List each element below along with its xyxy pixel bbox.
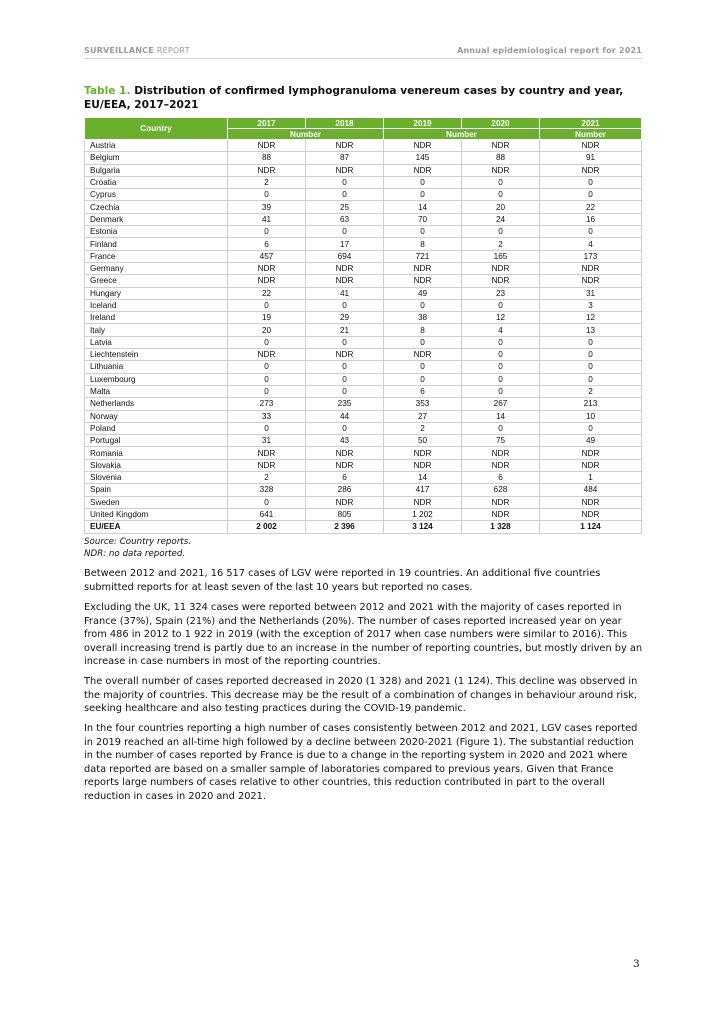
country-cell: Hungary bbox=[85, 287, 228, 299]
case-count-cell: 41 bbox=[306, 287, 384, 299]
case-count-cell: 13 bbox=[540, 324, 642, 336]
table-row bbox=[85, 447, 642, 459]
case-count-cell: 2 002 bbox=[228, 521, 306, 533]
case-count-cell: 2 bbox=[228, 176, 306, 188]
case-count-cell: NDR bbox=[228, 164, 306, 176]
case-count-cell: 0 bbox=[540, 422, 642, 434]
case-count-cell: 0 bbox=[462, 176, 540, 188]
country-cell: Croatia bbox=[85, 176, 228, 188]
table-row bbox=[85, 459, 642, 471]
table-row bbox=[85, 287, 642, 299]
case-count-cell: 641 bbox=[228, 508, 306, 520]
table-row bbox=[85, 435, 642, 447]
case-count-cell: 0 bbox=[306, 299, 384, 311]
country-cell: Lithuania bbox=[85, 361, 228, 373]
case-count-cell: 70 bbox=[384, 213, 462, 225]
table-row bbox=[85, 508, 642, 520]
case-count-cell: 27 bbox=[384, 410, 462, 422]
case-count-cell: 0 bbox=[384, 373, 462, 385]
case-count-cell: NDR bbox=[540, 459, 642, 471]
case-count-cell: NDR bbox=[384, 164, 462, 176]
table-row bbox=[85, 152, 642, 164]
case-count-cell: 63 bbox=[306, 213, 384, 225]
country-cell: Malta bbox=[85, 385, 228, 397]
case-count-cell: 286 bbox=[306, 484, 384, 496]
case-count-cell: NDR bbox=[540, 164, 642, 176]
country-cell: Belgium bbox=[85, 152, 228, 164]
table-title-text: Distribution of confirmed lymphogranuloma venereum cases by country and year, EU/EEA, 2017–2021 bbox=[84, 85, 624, 111]
table-row bbox=[85, 189, 642, 201]
case-count-cell: 273 bbox=[228, 398, 306, 410]
case-count-cell: NDR bbox=[384, 447, 462, 459]
report-series bbox=[84, 46, 190, 55]
case-count-cell: NDR bbox=[462, 496, 540, 508]
case-count-cell: 805 bbox=[306, 508, 384, 520]
case-count-cell: 0 bbox=[228, 361, 306, 373]
case-count-cell: 4 bbox=[462, 324, 540, 336]
case-count-cell: 0 bbox=[462, 336, 540, 348]
case-count-cell: 0 bbox=[228, 373, 306, 385]
case-count-cell: 484 bbox=[540, 484, 642, 496]
case-count-cell: 14 bbox=[384, 201, 462, 213]
case-count-cell: 0 bbox=[462, 361, 540, 373]
case-count-cell: 1 124 bbox=[540, 521, 642, 533]
case-count-cell: 44 bbox=[306, 410, 384, 422]
case-count-cell: 8 bbox=[384, 238, 462, 250]
table-row bbox=[85, 349, 642, 361]
country-cell: Finland bbox=[85, 238, 228, 250]
case-count-cell: 173 bbox=[540, 250, 642, 262]
column-subheader-number: Number bbox=[384, 129, 540, 140]
case-count-cell: 0 bbox=[462, 226, 540, 238]
case-count-cell: 12 bbox=[540, 312, 642, 324]
case-count-cell: 0 bbox=[384, 299, 462, 311]
case-count-cell: 6 bbox=[228, 238, 306, 250]
case-count-cell: 328 bbox=[228, 484, 306, 496]
case-count-cell: 22 bbox=[228, 287, 306, 299]
country-cell: Poland bbox=[85, 422, 228, 434]
table-row bbox=[85, 250, 642, 262]
case-count-cell: 0 bbox=[384, 226, 462, 238]
table-row bbox=[85, 373, 642, 385]
case-count-cell: 1 328 bbox=[462, 521, 540, 533]
country-cell: Estonia bbox=[85, 226, 228, 238]
case-count-cell: 23 bbox=[462, 287, 540, 299]
country-cell: Slovenia bbox=[85, 472, 228, 484]
case-count-cell: 6 bbox=[462, 472, 540, 484]
case-count-cell: 2 bbox=[228, 472, 306, 484]
case-count-cell: 0 bbox=[306, 189, 384, 201]
table-row bbox=[85, 398, 642, 410]
table-body bbox=[85, 140, 642, 534]
body-paragraph: Excluding the UK, 11 324 cases were reported between 2012 and 2021 with the majority of cases reported in France (37%), Spain (21%) and the Netherlands (20%). The number of cases reported increased year on year from 486 in 2012 to 1 922 in 2019 (with the exception of 2017 when case numbers were similar to 2016). This overall increasing trend is partly due to an increase in the number of reporting countries, but mostly driven by an increase in case numbers in most of the reporting countries. bbox=[84, 602, 643, 667]
table-row bbox=[85, 164, 642, 176]
column-header-year: 2018 bbox=[306, 118, 384, 129]
case-count-cell: 3 124 bbox=[384, 521, 462, 533]
case-count-cell: 2 bbox=[462, 238, 540, 250]
case-count-cell: 31 bbox=[228, 435, 306, 447]
header-divider bbox=[84, 58, 642, 59]
table-row bbox=[85, 213, 642, 225]
case-count-cell: NDR bbox=[306, 496, 384, 508]
body-paragraph: In the four countries reporting a high number of cases consistently between 2012 and 2021, LGV cases reported in 2019 reached an all-time high followed by a decline between 2020-2021 (Figure 1). The substantial reduction in the number of cases reported by France is due to a change in the reporting system in 2020 and 2021 where data reported are based on a smaller sample of laboratories compared to previous years. Given that France reports large numbers of cases relative to other countries, this reduction contributed in part to the overall reduction in cases in 2020 and 2021. bbox=[84, 723, 638, 802]
case-count-cell: 165 bbox=[462, 250, 540, 262]
case-count-cell: 2 bbox=[540, 385, 642, 397]
table-notes bbox=[84, 536, 191, 560]
case-count-cell: NDR bbox=[540, 262, 642, 274]
country-cell: Slovakia bbox=[85, 459, 228, 471]
case-count-cell: 0 bbox=[540, 176, 642, 188]
case-count-cell: 88 bbox=[228, 152, 306, 164]
case-count-cell: NDR bbox=[306, 164, 384, 176]
case-count-cell: 0 bbox=[228, 299, 306, 311]
report-series-light: REPORT bbox=[156, 46, 190, 55]
country-cell: Czechia bbox=[85, 201, 228, 213]
case-count-cell: 19 bbox=[228, 312, 306, 324]
table-row bbox=[85, 275, 642, 287]
case-count-cell: NDR bbox=[384, 140, 462, 152]
body-paragraph: The overall number of cases reported decreased in 2020 (1 328) and 2021 (1 124). This decline was observed in the majority of countries. This decrease may be the result of a combination of changes in behaviour around risk, seeking healthcare and also testing practices during the COVID-19 pandemic. bbox=[84, 676, 638, 714]
case-count-cell: 49 bbox=[384, 287, 462, 299]
case-count-cell: 39 bbox=[228, 201, 306, 213]
case-count-cell: 6 bbox=[384, 385, 462, 397]
case-count-cell: NDR bbox=[462, 459, 540, 471]
case-count-cell: 417 bbox=[384, 484, 462, 496]
country-cell: Austria bbox=[85, 140, 228, 152]
country-cell: Spain bbox=[85, 484, 228, 496]
case-count-cell: 0 bbox=[306, 176, 384, 188]
case-count-cell: NDR bbox=[306, 349, 384, 361]
table-row bbox=[85, 262, 642, 274]
case-count-cell: 457 bbox=[228, 250, 306, 262]
case-count-cell: 31 bbox=[540, 287, 642, 299]
case-count-cell: NDR bbox=[384, 349, 462, 361]
case-count-cell: 25 bbox=[306, 201, 384, 213]
case-count-cell: NDR bbox=[228, 262, 306, 274]
case-count-cell: 91 bbox=[540, 152, 642, 164]
table-row bbox=[85, 238, 642, 250]
case-count-cell: 2 bbox=[384, 422, 462, 434]
table-row bbox=[85, 385, 642, 397]
case-count-cell: 0 bbox=[462, 299, 540, 311]
table-row bbox=[85, 496, 642, 508]
case-count-cell: 0 bbox=[462, 373, 540, 385]
country-cell: Iceland bbox=[85, 299, 228, 311]
case-count-cell: 0 bbox=[540, 226, 642, 238]
case-count-cell: 24 bbox=[462, 213, 540, 225]
case-count-cell: NDR bbox=[306, 140, 384, 152]
case-count-cell: 12 bbox=[462, 312, 540, 324]
lgv-cases-table bbox=[84, 117, 642, 534]
case-count-cell: 1 bbox=[540, 472, 642, 484]
case-count-cell: 8 bbox=[384, 324, 462, 336]
body-paragraph: Between 2012 and 2021, 16 517 cases of LGV were reported in 19 countries. An additional five countries submitted reports for at least seven of the last 10 years but reported no cases. bbox=[84, 568, 601, 593]
case-count-cell: 0 bbox=[540, 349, 642, 361]
column-header-year: 2021 bbox=[540, 118, 642, 129]
case-count-cell: 145 bbox=[384, 152, 462, 164]
case-count-cell: NDR bbox=[384, 496, 462, 508]
country-cell: United Kingdom bbox=[85, 508, 228, 520]
case-count-cell: NDR bbox=[462, 140, 540, 152]
case-count-cell: 0 bbox=[384, 336, 462, 348]
case-count-cell: NDR bbox=[462, 508, 540, 520]
table-row bbox=[85, 324, 642, 336]
table-caption bbox=[84, 84, 642, 112]
column-header-country: Country bbox=[85, 118, 228, 140]
case-count-cell: 0 bbox=[228, 189, 306, 201]
case-count-cell: NDR bbox=[228, 447, 306, 459]
source-note: Source: Country reports. bbox=[84, 537, 192, 547]
case-count-cell: NDR bbox=[306, 447, 384, 459]
country-cell: EU/EEA bbox=[85, 521, 228, 533]
case-count-cell: 49 bbox=[540, 435, 642, 447]
column-header-year: 2020 bbox=[462, 118, 540, 129]
table-row bbox=[85, 484, 642, 496]
table-row bbox=[85, 361, 642, 373]
table-row bbox=[85, 226, 642, 238]
case-count-cell: NDR bbox=[384, 275, 462, 287]
table-row bbox=[85, 472, 642, 484]
case-count-cell: 0 bbox=[540, 373, 642, 385]
report-title: Annual epidemiological report for 2021 bbox=[457, 46, 642, 55]
table-row bbox=[85, 336, 642, 348]
table-row bbox=[85, 140, 642, 152]
case-count-cell: 0 bbox=[228, 226, 306, 238]
case-count-cell: 16 bbox=[540, 213, 642, 225]
case-count-cell: 0 bbox=[228, 496, 306, 508]
column-subheader-number: Number bbox=[228, 129, 384, 140]
case-count-cell: 20 bbox=[228, 324, 306, 336]
case-count-cell: 235 bbox=[306, 398, 384, 410]
country-cell: France bbox=[85, 250, 228, 262]
table-row bbox=[85, 201, 642, 213]
country-cell: Luxembourg bbox=[85, 373, 228, 385]
case-count-cell: NDR bbox=[306, 459, 384, 471]
case-count-cell: 0 bbox=[384, 189, 462, 201]
case-count-cell: 75 bbox=[462, 435, 540, 447]
country-cell: Netherlands bbox=[85, 398, 228, 410]
country-cell: Latvia bbox=[85, 336, 228, 348]
case-count-cell: 0 bbox=[306, 385, 384, 397]
case-count-cell: NDR bbox=[462, 275, 540, 287]
table-row bbox=[85, 312, 642, 324]
case-count-cell: 87 bbox=[306, 152, 384, 164]
case-count-cell: NDR bbox=[306, 262, 384, 274]
case-count-cell: 1 202 bbox=[384, 508, 462, 520]
country-cell: Germany bbox=[85, 262, 228, 274]
case-count-cell: 0 bbox=[462, 189, 540, 201]
case-count-cell: 721 bbox=[384, 250, 462, 262]
case-count-cell: 267 bbox=[462, 398, 540, 410]
case-count-cell: 0 bbox=[306, 422, 384, 434]
case-count-cell: 0 bbox=[384, 361, 462, 373]
case-count-cell: 14 bbox=[384, 472, 462, 484]
case-count-cell: 0 bbox=[228, 422, 306, 434]
case-count-cell: 213 bbox=[540, 398, 642, 410]
column-header-year: 2019 bbox=[384, 118, 462, 129]
country-cell: Romania bbox=[85, 447, 228, 459]
case-count-cell: 38 bbox=[384, 312, 462, 324]
case-count-cell: NDR bbox=[540, 140, 642, 152]
case-count-cell: NDR bbox=[228, 140, 306, 152]
country-cell: Denmark bbox=[85, 213, 228, 225]
country-cell: Bulgaria bbox=[85, 164, 228, 176]
case-count-cell: 41 bbox=[228, 213, 306, 225]
case-count-cell: NDR bbox=[384, 262, 462, 274]
case-count-cell: NDR bbox=[540, 447, 642, 459]
case-count-cell: 353 bbox=[384, 398, 462, 410]
case-count-cell: NDR bbox=[540, 496, 642, 508]
case-count-cell: 0 bbox=[228, 385, 306, 397]
table-row bbox=[85, 422, 642, 434]
country-cell: Italy bbox=[85, 324, 228, 336]
case-count-cell: 43 bbox=[306, 435, 384, 447]
column-header-year: 2017 bbox=[228, 118, 306, 129]
case-count-cell: 4 bbox=[540, 238, 642, 250]
case-count-cell: NDR bbox=[228, 459, 306, 471]
case-count-cell: 21 bbox=[306, 324, 384, 336]
country-cell: Ireland bbox=[85, 312, 228, 324]
case-count-cell: NDR bbox=[306, 275, 384, 287]
case-count-cell: 88 bbox=[462, 152, 540, 164]
case-count-cell: NDR bbox=[462, 262, 540, 274]
case-count-cell: 17 bbox=[306, 238, 384, 250]
case-count-cell: NDR bbox=[540, 508, 642, 520]
case-count-cell: 14 bbox=[462, 410, 540, 422]
case-count-cell: 2 396 bbox=[306, 521, 384, 533]
country-cell: Sweden bbox=[85, 496, 228, 508]
report-series-bold: SURVEILLANCE bbox=[84, 46, 154, 55]
case-count-cell: 0 bbox=[462, 422, 540, 434]
case-count-cell: 0 bbox=[462, 349, 540, 361]
case-count-cell: NDR bbox=[540, 275, 642, 287]
table-label: Table 1. bbox=[84, 85, 131, 97]
case-count-cell: 0 bbox=[540, 336, 642, 348]
case-count-cell: NDR bbox=[462, 447, 540, 459]
case-count-cell: 29 bbox=[306, 312, 384, 324]
case-count-cell: 6 bbox=[306, 472, 384, 484]
table-total-row bbox=[85, 521, 642, 533]
country-cell: Greece bbox=[85, 275, 228, 287]
column-subheader-number: Number bbox=[540, 129, 642, 140]
case-count-cell: 0 bbox=[540, 189, 642, 201]
page-number: 3 bbox=[633, 958, 640, 970]
case-count-cell: 0 bbox=[306, 361, 384, 373]
case-count-cell: 20 bbox=[462, 201, 540, 213]
case-count-cell: NDR bbox=[384, 459, 462, 471]
case-count-cell: 0 bbox=[462, 385, 540, 397]
case-count-cell: 3 bbox=[540, 299, 642, 311]
case-count-cell: 0 bbox=[306, 226, 384, 238]
country-cell: Liechtenstein bbox=[85, 349, 228, 361]
case-count-cell: NDR bbox=[228, 275, 306, 287]
case-count-cell: NDR bbox=[462, 164, 540, 176]
table-row bbox=[85, 299, 642, 311]
country-cell: Portugal bbox=[85, 435, 228, 447]
case-count-cell: 0 bbox=[540, 361, 642, 373]
case-count-cell: 628 bbox=[462, 484, 540, 496]
case-count-cell: NDR bbox=[228, 349, 306, 361]
case-count-cell: 33 bbox=[228, 410, 306, 422]
case-count-cell: 50 bbox=[384, 435, 462, 447]
case-count-cell: 0 bbox=[384, 176, 462, 188]
country-cell: Norway bbox=[85, 410, 228, 422]
ndr-note: NDR: no data reported. bbox=[84, 549, 186, 559]
case-count-cell: 694 bbox=[306, 250, 384, 262]
table-row bbox=[85, 410, 642, 422]
case-count-cell: 0 bbox=[306, 336, 384, 348]
case-count-cell: 0 bbox=[228, 336, 306, 348]
case-count-cell: 0 bbox=[306, 373, 384, 385]
country-cell: Cyprus bbox=[85, 189, 228, 201]
case-count-cell: 10 bbox=[540, 410, 642, 422]
table-row bbox=[85, 176, 642, 188]
case-count-cell: 22 bbox=[540, 201, 642, 213]
